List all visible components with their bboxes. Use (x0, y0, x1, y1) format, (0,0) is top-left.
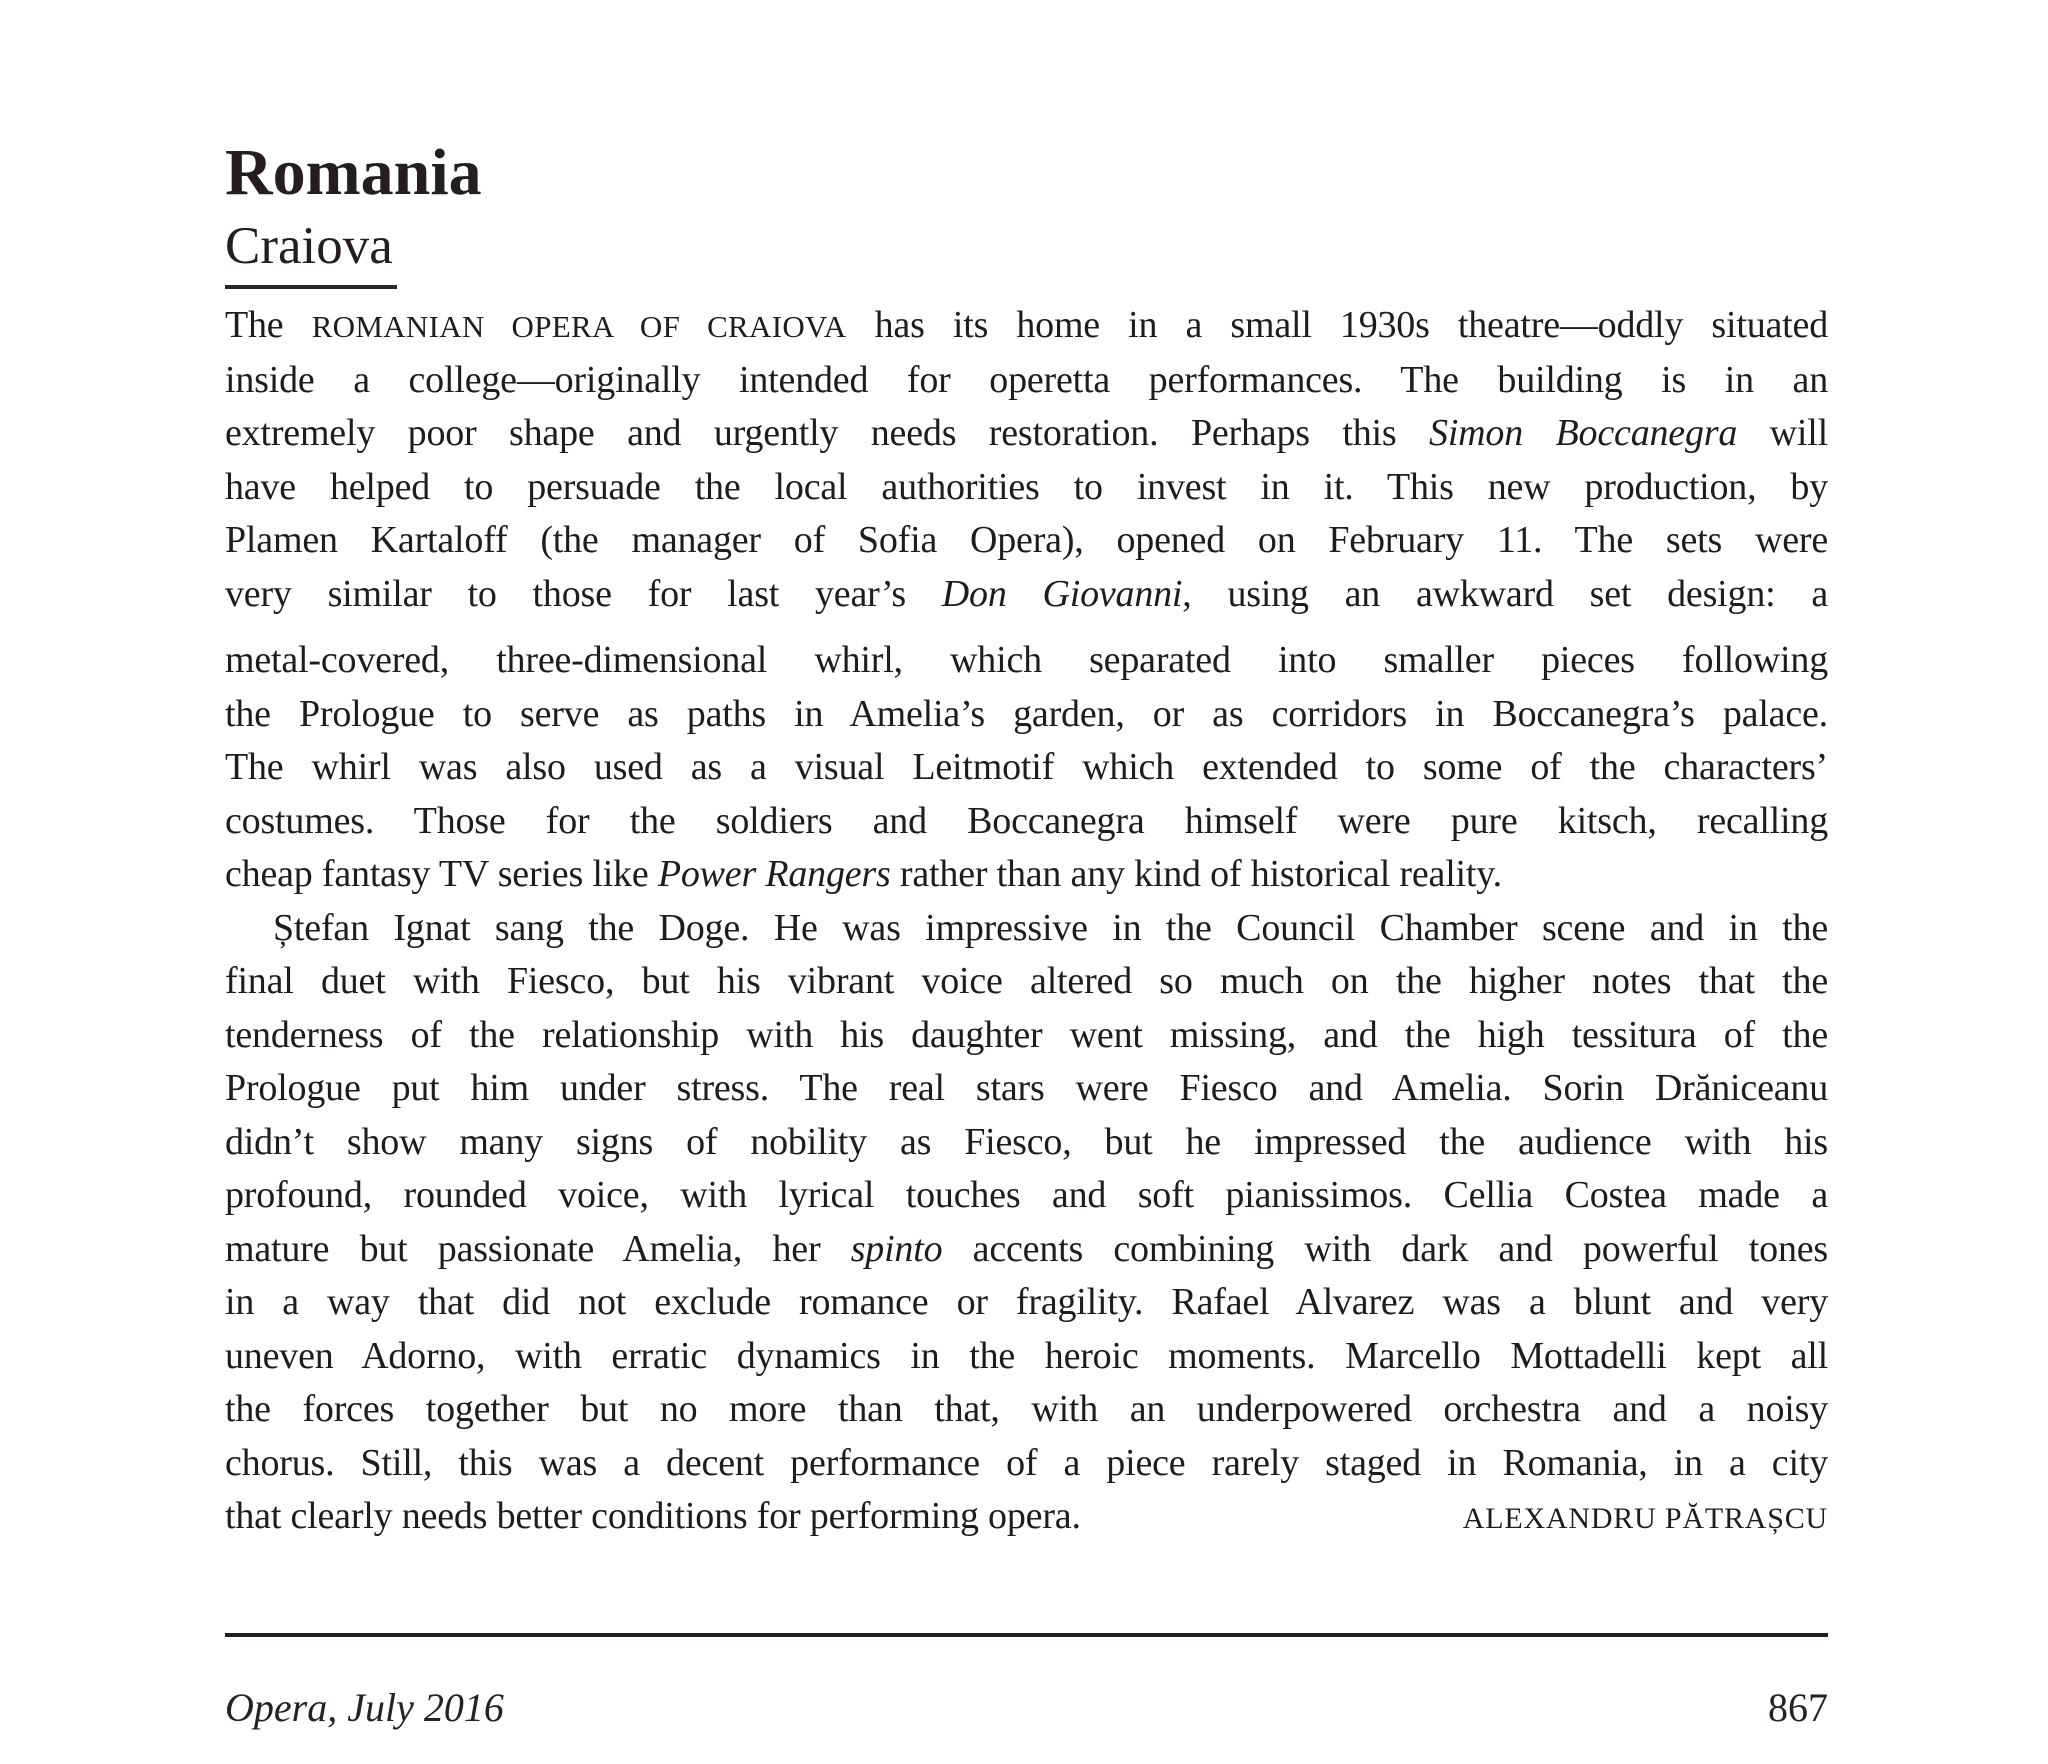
body-text: Plamen Kartaloff (the manager of Sofia Opera), opened on February 11. The sets were (225, 519, 1828, 561)
body-text: has its home in a small 1930s theatre—oddly situated (846, 304, 1829, 346)
body-text: that clearly needs better conditions for performing opera. (225, 1495, 1081, 1537)
body-text: metal-covered, three-dimensional whirl, which separated into smaller pieces following (225, 639, 1828, 681)
text-line (225, 1490, 1828, 1546)
text-line (225, 902, 1828, 956)
body-text: profound, rounded voice, with lyrical touches and soft pianissimos. Cellia Costea made a (225, 1174, 1828, 1216)
body-text: chorus. Still, this was a decent performance of a piece rarely staged in Romania, in a city (225, 1441, 1828, 1484)
body-text: costumes. Those for the soldiers and Boccanegra himself were pure kitsch, recalling (225, 799, 1828, 842)
body-text: , using an awkward set design: a (1182, 572, 1829, 615)
body-text: final duet with Fiesco, but his vibrant voice altered so much on the higher notes that the (225, 960, 1828, 1002)
italic-text: Simon Boccanegra (1429, 412, 1738, 454)
body-text: very similar to those for last year’s (225, 572, 942, 615)
text-line (225, 1223, 1828, 1277)
byline: ALEXANDRU PĂTRAȘCU (1462, 1502, 1828, 1535)
text-line (225, 955, 1828, 1009)
text-line (225, 1062, 1828, 1116)
body-text: will (1737, 412, 1829, 454)
italic-text: Don Giovanni (941, 572, 1183, 615)
body-text: Prologue put him under stress. The real stars were Fiesco and Amelia. Sorin Drăniceanu (225, 1067, 1828, 1109)
body-text (225, 1490, 1081, 1544)
text-line (225, 354, 1828, 408)
text-line (225, 461, 1828, 515)
body-text: The (225, 304, 312, 346)
section-heading: Craiova (225, 220, 397, 289)
body-text: extremely poor shape and urgently needs restoration. Perhaps this (225, 412, 1430, 454)
italic-text: Power Rangers (657, 853, 891, 895)
smallcaps-text: ROMANIAN OPERA OF CRAIOVA (311, 309, 847, 344)
body-text: the forces together but no more than that, with an underpowered orchestra and a noisy (225, 1388, 1828, 1430)
text-line (225, 568, 1828, 622)
text-line (225, 1169, 1828, 1223)
body-text: the Prologue to serve as paths in Amelia’s garden, or as corridors in Boccanegra’s palace. (225, 692, 1828, 735)
body-text: didn’t show many signs of nobility as Fiesco, but he impressed the audience with his (225, 1120, 1828, 1163)
footer-rule (225, 1633, 1828, 1637)
body-text: have helped to persuade the local authorities to invest in it. This new production, by (225, 465, 1828, 508)
text-line (225, 688, 1828, 742)
body-text: rather than any kind of historical reality. (890, 853, 1502, 895)
text-line (225, 1276, 1828, 1330)
text-line (225, 1116, 1828, 1170)
body-text: in a way that did not exclude romance or fragility. Rafael Alvarez was a blunt and very (225, 1281, 1828, 1323)
text-line (225, 514, 1828, 568)
text-line (225, 299, 1828, 354)
body-text: inside a college—originally intended for operetta performances. The building is in an (225, 358, 1828, 401)
text-line (225, 1437, 1828, 1491)
text-line (225, 634, 1828, 688)
text-line (225, 795, 1828, 849)
footer (225, 1684, 1828, 1731)
text-line (225, 1383, 1828, 1437)
body-text: Ștefan Ignat sang the Doge. He was impressive in the Council Chamber scene and in the (273, 906, 1828, 949)
section-heading-row (225, 206, 1828, 289)
page-number: 867 (1768, 1685, 1828, 1730)
text-line (225, 741, 1828, 795)
body-text: The whirl was also used as a visual Leitmotif which extended to some of the characters’ (225, 746, 1828, 788)
journal-title: Opera, July 2016 (225, 1685, 504, 1730)
italic-text: spinto (850, 1227, 943, 1270)
body-text: cheap fantasy TV series like (225, 853, 658, 895)
body-text: mature but passionate Amelia, her (225, 1227, 851, 1270)
article-body (225, 299, 1828, 1546)
body-text: tenderness of the relationship with his daughter went missing, and the high tessitura of the (225, 1013, 1828, 1056)
body-text: accents combining with dark and powerful tones (942, 1227, 1828, 1270)
text-line (225, 407, 1828, 461)
body-text: uneven Adorno, with erratic dynamics in the heroic moments. Marcello Mottadelli kept all (225, 1334, 1828, 1377)
text-line (225, 1009, 1828, 1063)
page-title: Romania (225, 136, 482, 209)
text-line (225, 848, 1828, 902)
article (225, 136, 1829, 1546)
text-line (225, 1330, 1828, 1384)
